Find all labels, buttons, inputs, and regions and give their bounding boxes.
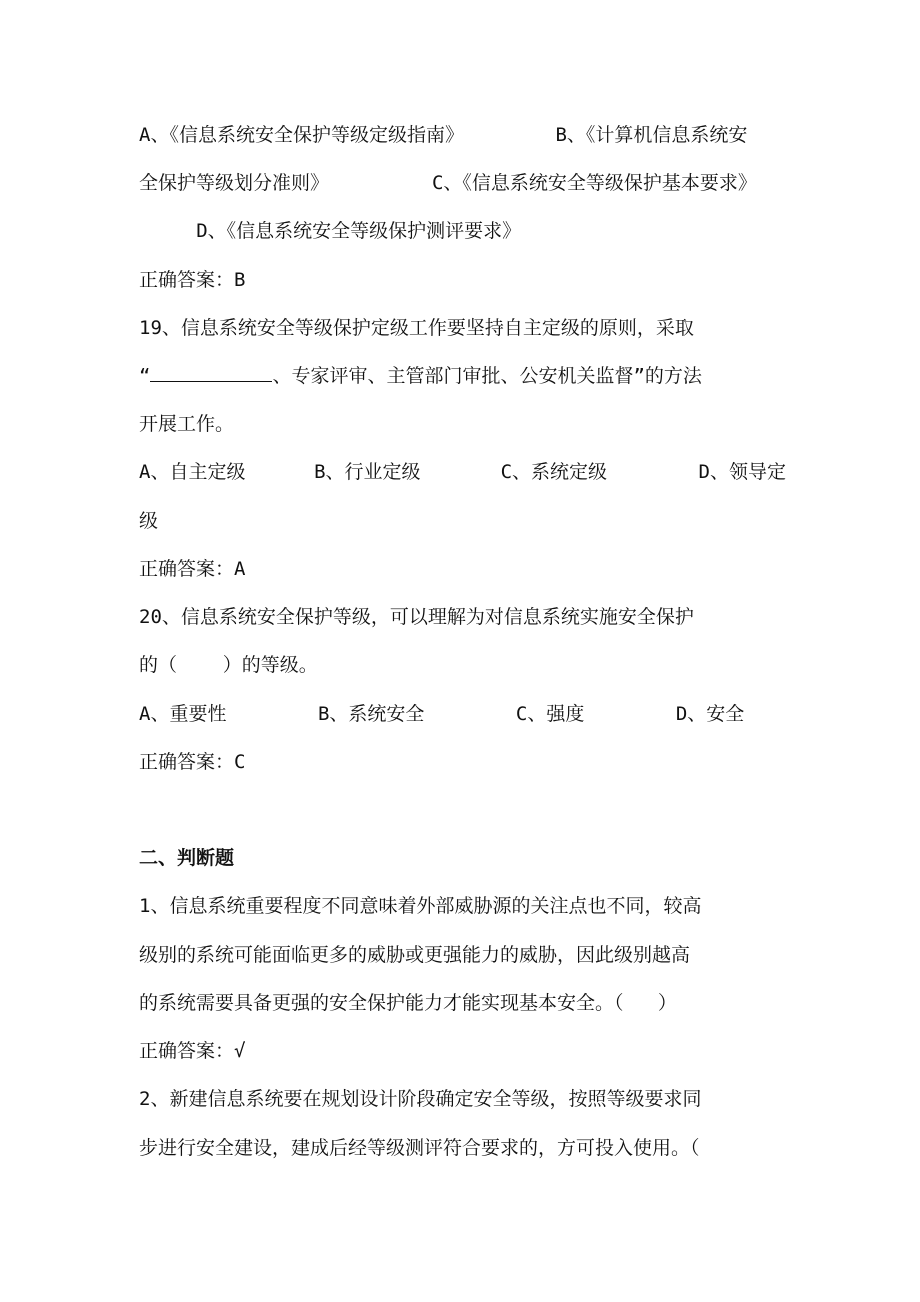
q18-option-d: D、《信息系统安全等级保护测评要求》 xyxy=(139,220,522,242)
q19-answer: 正确答案：A xyxy=(139,558,246,580)
j1-question-line-2: 级别的系统可能面临更多的威胁或更强能力的威胁，因此级别越高 xyxy=(139,944,691,966)
q20-options: A、重要性 B、系统安全 C、强度 D、安全 xyxy=(139,703,745,725)
j1-question-line-3: 的系统需要具备更强的安全保护能力才能实现基本安全。（ ） xyxy=(139,992,677,1014)
q20-answer: 正确答案：C xyxy=(139,751,246,773)
j2-question-line-1: 2、新建信息系统要在规划设计阶段确定安全等级，按照等级要求同 xyxy=(139,1088,702,1110)
q18-options-line-2: 全保护等级划分准则》 C、《信息系统安全等级保护基本要求》 xyxy=(139,172,757,194)
q19-question-line-2 xyxy=(139,363,702,389)
q20-question-line-2: 的（ ）的等级。 xyxy=(139,654,318,676)
q19-question-line-1: 19、信息系统安全等级保护定级工作要坚持自主定级的原则，采取 xyxy=(139,317,694,339)
q19-question-line-2-text: 、专家评审、主管部门审批、公安机关监督”的方法 xyxy=(272,365,702,387)
q19-options-line-2: 级 xyxy=(139,510,159,532)
j1-answer: 正确答案：√ xyxy=(139,1040,246,1062)
q20-question-line-1: 20、信息系统安全保护等级，可以理解为对信息系统实施安全保护 xyxy=(139,606,694,628)
q19-question-line-3: 开展工作。 xyxy=(139,413,235,435)
j1-question-line-1: 1、信息系统重要程度不同意味着外部威胁源的关注点也不同，较高 xyxy=(139,895,702,917)
q18-options-line-1: A、《信息系统安全保护等级定级指南》 B、《计算机信息系统安 xyxy=(139,124,748,146)
q18-answer: 正确答案：B xyxy=(139,269,246,291)
fill-in-blank xyxy=(150,363,272,382)
section-heading-judgment: 二、判断题 xyxy=(139,847,235,869)
q19-options-line-1: A、自主定级 B、行业定级 C、系统定级 D、领导定 xyxy=(139,461,786,483)
open-quote: “ xyxy=(139,365,151,387)
j2-question-line-2: 步进行安全建设，建成后经等级测评符合要求的，方可投入使用。（ xyxy=(139,1137,700,1159)
